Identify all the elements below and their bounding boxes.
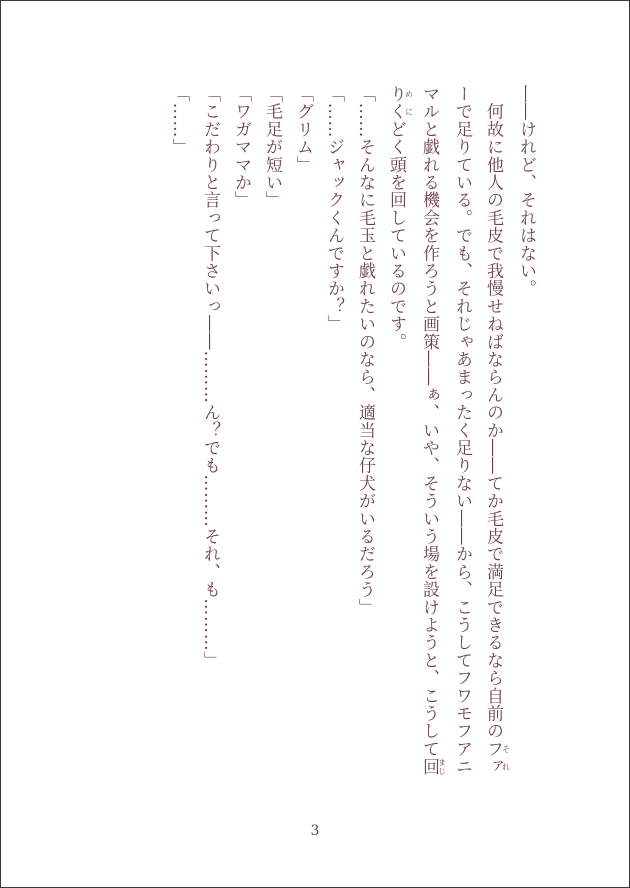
text-line: マルと戯れる機会を作ろうと画策――ぁ、いや、そういう場を設けようと、こうして回まじ [419, 85, 447, 776]
text-line: 何故に他人の毛皮で我慢せねばならんのか――てか毛皮で満足できるなら自前のファそれ [483, 85, 511, 776]
text-line: 「グリム」 [293, 85, 313, 174]
ruby-annotated-text: ファそれ [483, 739, 511, 776]
ruby-annotated-text: 回まじ [419, 757, 447, 776]
ruby-annotated-text: りくめに [386, 85, 414, 121]
text-line: ――けれど、それはない。 [516, 85, 536, 298]
text-line: 「……」 [169, 85, 189, 156]
text-line: 「……そんなに毛玉と戯れたいのなら、適当な仔犬がいるだろう」 [355, 85, 375, 616]
text-line: 「こだわりと言って下さいっ――………ん？でも………それ、も………」 [200, 85, 220, 670]
text-line: 「ワガママか」 [231, 85, 251, 209]
text-line: 「毛足が短い」 [262, 85, 282, 209]
text-line: りくめにどく頭を回しているのです。 [386, 85, 414, 351]
text-line: ーで足りている。でも、それじゃあまったく足りない――から、こうしてフワモフアニ [452, 85, 472, 776]
text-line: 「……ジャックくんですか？」 [324, 85, 344, 333]
vertical-text-block [163, 85, 541, 797]
page-number: 3 [310, 823, 320, 839]
